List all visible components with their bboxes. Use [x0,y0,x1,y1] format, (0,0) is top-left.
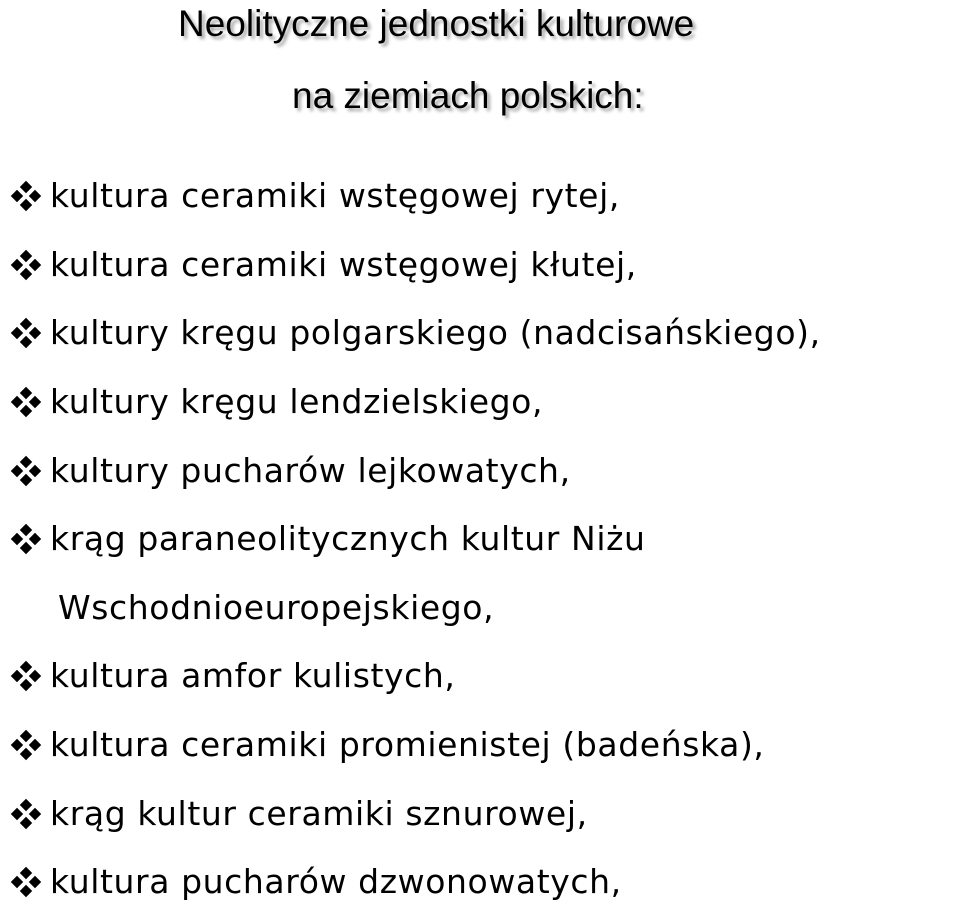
four-diamond-bullet-icon [4,249,48,281]
four-diamond-bullet-icon [4,729,48,761]
list-item-text: kultura pucharów dzwonowatych, [50,862,622,902]
list-item-text: kultura ceramiki wstęgowej rytej, [50,176,620,216]
list-item-text: kultura ceramiki promienistej (badeńska), [50,725,765,765]
list-item-text: krąg kultur ceramiki sznurowej, [50,793,588,833]
list-item [0,779,821,848]
list-item [0,162,821,231]
four-diamond-bullet-icon [4,660,48,692]
list-item-text: krąg paraneolitycznych kultur Niżu [50,519,646,559]
list-item-text: kultura ceramiki wstęgowej kłutej, [50,244,637,284]
slide-title-line-1: Neolityczne jednostki kulturowe [178,3,695,44]
four-diamond-bullet-icon [4,386,48,418]
list-item [0,299,821,368]
list-item-text: kultury kręgu polgarskiego (nadcisańskiego), [50,313,821,353]
list-item [0,231,821,300]
slide-title-line-2: na ziemiach polskich: [292,75,644,116]
list-item [0,848,821,917]
four-diamond-bullet-icon [4,798,48,830]
list-item [0,642,821,711]
list-item [0,436,821,505]
culture-list [0,162,821,917]
four-diamond-bullet-icon [4,180,48,212]
four-diamond-bullet-icon [4,866,48,898]
list-item [0,505,821,574]
list-item-text: kultury kręgu lendzielskiego, [50,382,544,422]
list-item-continuation-text: Wschodnioeuropejskiego, [58,587,495,627]
list-item-text: kultury pucharów lejkowatych, [50,450,571,490]
four-diamond-bullet-icon [4,317,48,349]
list-item-text: kultura amfor kulistych, [50,656,456,696]
list-item [0,711,821,780]
four-diamond-bullet-icon [4,455,48,487]
four-diamond-bullet-icon [4,523,48,555]
list-item-continuation [0,574,821,643]
list-item [0,368,821,437]
